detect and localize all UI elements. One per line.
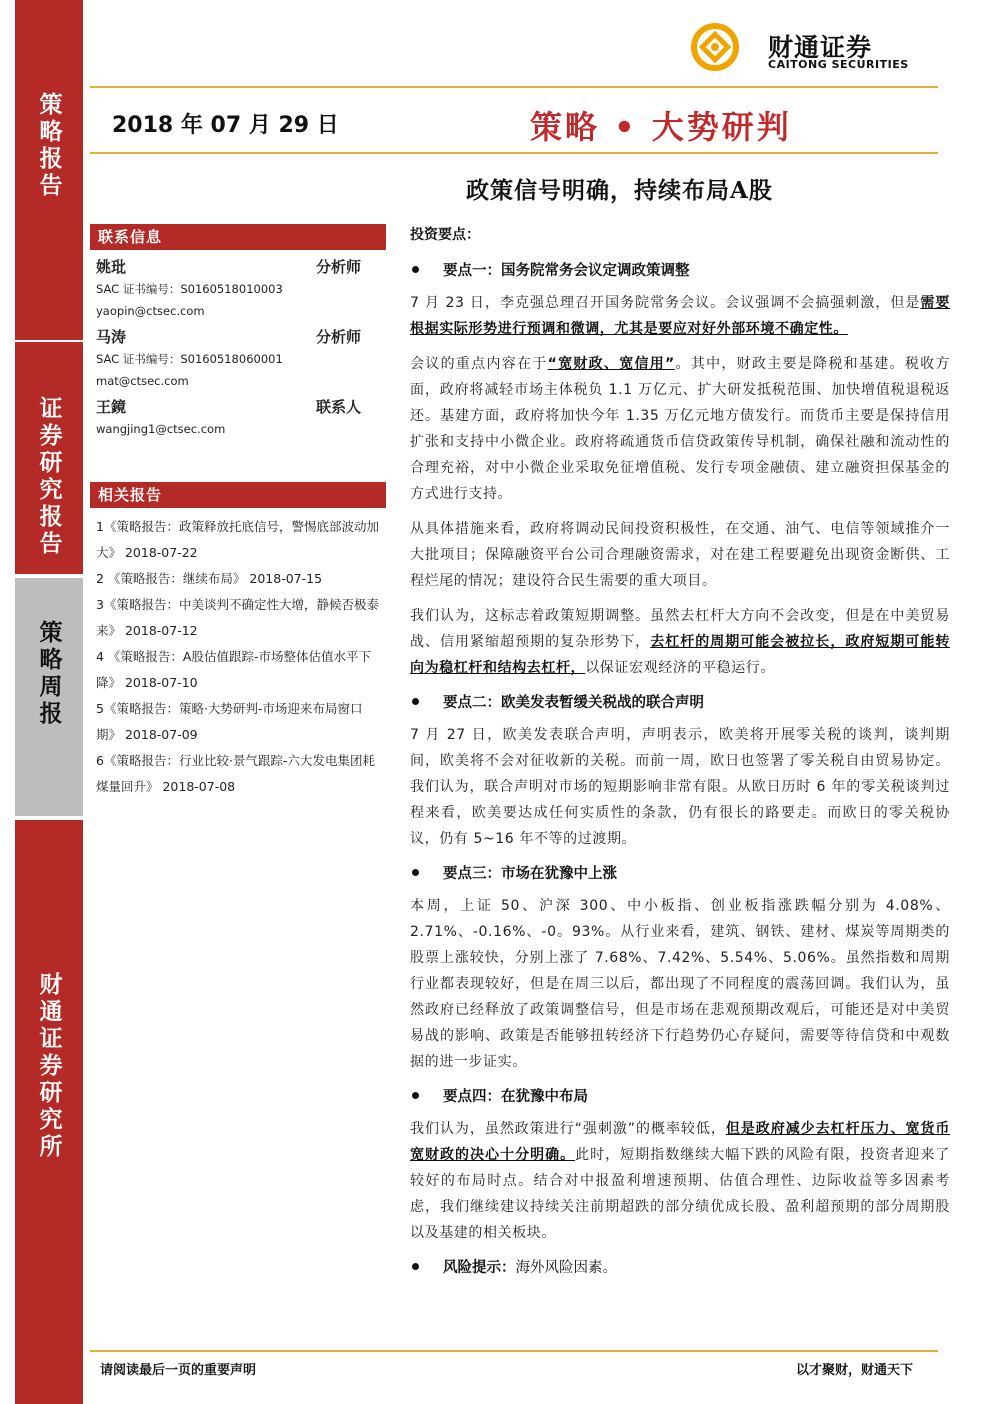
related-report-item[interactable]: 2 《策略报告：继续布局》 2018-07-15 [96,571,323,586]
sidebar-block-weekly [15,578,83,816]
person-role: 分析师 [315,328,361,346]
footer-disclaimer[interactable]: 请阅读最后一页的重要声明 [100,1363,257,1378]
contact-list [90,250,386,440]
paragraph: 7 月 23 日，李克强总理召开国务院常务会议。会议强调不会搞强刺激，但是需要根据实际形势进行预调和微调，尤其是要应对好外部环境不确定性。 [410,295,950,337]
point-heading: 要点四：在犹豫中布局 [410,1084,950,1106]
person-name: 姚玭 [96,258,127,276]
highlight-text: 去杠杆的周期可能会被拉长，政府短期可能转向为稳杠杆和结构去杠杆， [410,634,950,676]
related-heading: 相关报告 [90,482,386,508]
bullet-icon [412,698,419,705]
sidebar [15,0,83,1404]
related-report-item[interactable]: 1《策略报告：政策释放托底信号，警惕底部波动加大》 2018-07-22 [96,519,379,560]
page-title: 政策信号明确，持续布局A股 [466,177,773,204]
point-heading: 要点一：国务院常务会议定调政策调整 [410,258,950,280]
company-logo [690,22,920,72]
related-report-item[interactable]: 3《策略报告：中美谈判不确定性大增，静候否极泰来》 2018-07-12 [96,597,379,638]
footer-slogan: 以才聚财，财通天下 [796,1363,914,1378]
sidebar-label: 策略报告 [35,92,63,200]
header-divider-top [90,86,938,88]
highlight-text: 但是政府减少去杠杆压力、宽货币宽财政的决心十分明确。 [410,1121,950,1163]
person-email[interactable]: yaopin@ctsec.com [96,304,205,318]
sidebar-label: 策略周报 [35,620,63,728]
logo-text-cn: 财通证券 [768,33,873,62]
paragraph: 我们认为，虽然政策进行“强刺激”的概率较低，但是政府减少去杠杆压力、宽货币宽财政的决心十分明确。此时，短期指数继续大幅下跌的风险有限，投资者迎来了较好的布局时点。结合对中报盈利增速预期、估值合理性、边际收益等多因素考虑，我们继续建议持续关注前期超跌的部分绩优成长股、盈利超预期的部分周期股以及基建的相关板块。 [410,1121,950,1241]
sidebar-block-strategy [15,0,83,340]
contact-person [96,256,386,322]
person-name: 马涛 [96,328,127,346]
logo-text-en: CAITONG SECURITIES [768,58,909,71]
left-column [90,224,386,800]
point-heading: 要点三：市场在犹豫中上涨 [410,861,950,883]
paragraph: 我们认为，这标志着政策短期调整。虽然去杠杆大方向不会改变，但是在中美贸易战、信用紧缩超预期的复杂形势下，去杠杆的周期可能会被拉长，政府短期可能转向为稳杠杆和结构去杠杆，以保证宏观经济的平稳运行。 [410,608,950,676]
person-email[interactable]: mat@ctsec.com [96,374,189,388]
highlight-text: 需要根据实际形势进行预调和微调，尤其是要应对好外部环境不确定性。 [410,295,950,337]
risk-warning: 风险提示： 海外风险因素。 [410,1255,950,1277]
report-type: 策略 • 大势研判 [530,108,792,146]
person-role: 分析师 [315,258,361,276]
paragraph: 7 月 27 日，欧美发表联合声明，声明表示，欧美将开展零关税的谈判，谈判期间，欧美将不会对征收新的关税。而前一周，欧日也签署了零关税自由贸易协定。我们认为，联合声明对市场的短期影响非常有限。从欧日历时 6 年的零关税谈判过程来看，欧美要达成任何实质性的条款，仍有很长的路要走。而欧日的零关税协议，仍有 5~16 年不等的过渡期。 [410,727,950,847]
related-report-item[interactable]: 6《策略报告：行业比较·景气跟踪-六大发电集团耗煤量回升》 2018-07-08 [96,753,375,794]
person-sac: SAC 证书编号：S0160518060001 [96,352,283,366]
related-report-list [90,508,386,800]
sidebar-block-research [15,342,83,574]
investment-points-heading: 投资要点： [410,227,480,243]
person-role: 联系人 [315,398,361,416]
paragraph: 会议的重点内容在于“宽财政、宽信用”。其中，财政主要是降税和基建。税收方面，政府将减轻市场主体税负 1.1 万亿元、扩大研发抵税范围、加快增值税退税返还。基建方面，政府将加快今年 1.35 万亿元地方债发行。而货币主要是保持信用扩张和支持中小微企业。政府将疏通货币信贷政策传导机制，确保社融和流动性的合理充裕，对中小微企业采取免征增值税、发行专项金融债、建立融资担保基金的方式进行支持。 [410,356,950,502]
bullet-icon [412,266,419,273]
caitong-logo-icon [690,22,740,72]
contact-heading: 联系信息 [90,224,386,250]
related-report-item[interactable]: 4 《策略报告：A股估值跟踪-市场整体估值水平下降》 2018-07-10 [96,649,371,690]
point-heading: 要点二：欧美发表暂缓关税战的联合声明 [410,690,950,712]
bullet-icon [412,869,419,876]
bullet-icon [412,1092,419,1099]
contact-person [96,396,386,440]
header-divider-bottom [90,152,938,154]
sidebar-block-institute [15,820,83,1404]
paragraph: 从具体措施来看，政府将调动民间投资积极性，在交通、油气、电信等领域推介一大批项目；保障融资平台公司合理融资需求，对在建工程要避免出现资金断供、工程烂尾的情况；建设符合民生需要的重大项目。 [410,521,950,589]
person-sac: SAC 证书编号：S0160518010003 [96,282,283,296]
highlight-text: “宽财政、宽信用” [547,356,675,372]
contact-person [96,326,386,392]
sidebar-label: 财通证券研究所 [35,972,63,1161]
paragraph: 本周，上证 50、沪深 300、中小板指、创业板指涨跌幅分别为 4.08%、2.71%、-0.16%、-0。93%。从行业来看，建筑、钢铁、建材、煤炭等周期类的股票上涨较快，分别上涨了 7.68%、7.42%、5.54%、5.06%。虽然指数和周期行业都表现较好，但是在周三以后，都出现了不同程度的震荡回调。我们认为，虽然政府已经释放了政策调整信号，但是市场在悲观预期改观后，可能还是对中美贸易战的影响、政策是否能够扭转经济下行趋势仍心存疑问，需要等待信贷和中观数据的进一步证实。 [410,898,950,1070]
person-email[interactable]: wangjing1@ctsec.com [96,422,226,436]
person-name: 王鏡 [96,398,127,416]
footer-divider [90,1350,938,1352]
bullet-icon [412,1263,419,1270]
sidebar-label: 证券研究报告 [35,396,63,558]
report-date: 2018 年 07 月 29 日 [112,113,339,138]
main-content [410,224,950,1287]
related-report-item[interactable]: 5《策略报告：策略·大势研判-市场迎来布局窗口期》 2018-07-09 [96,701,363,742]
